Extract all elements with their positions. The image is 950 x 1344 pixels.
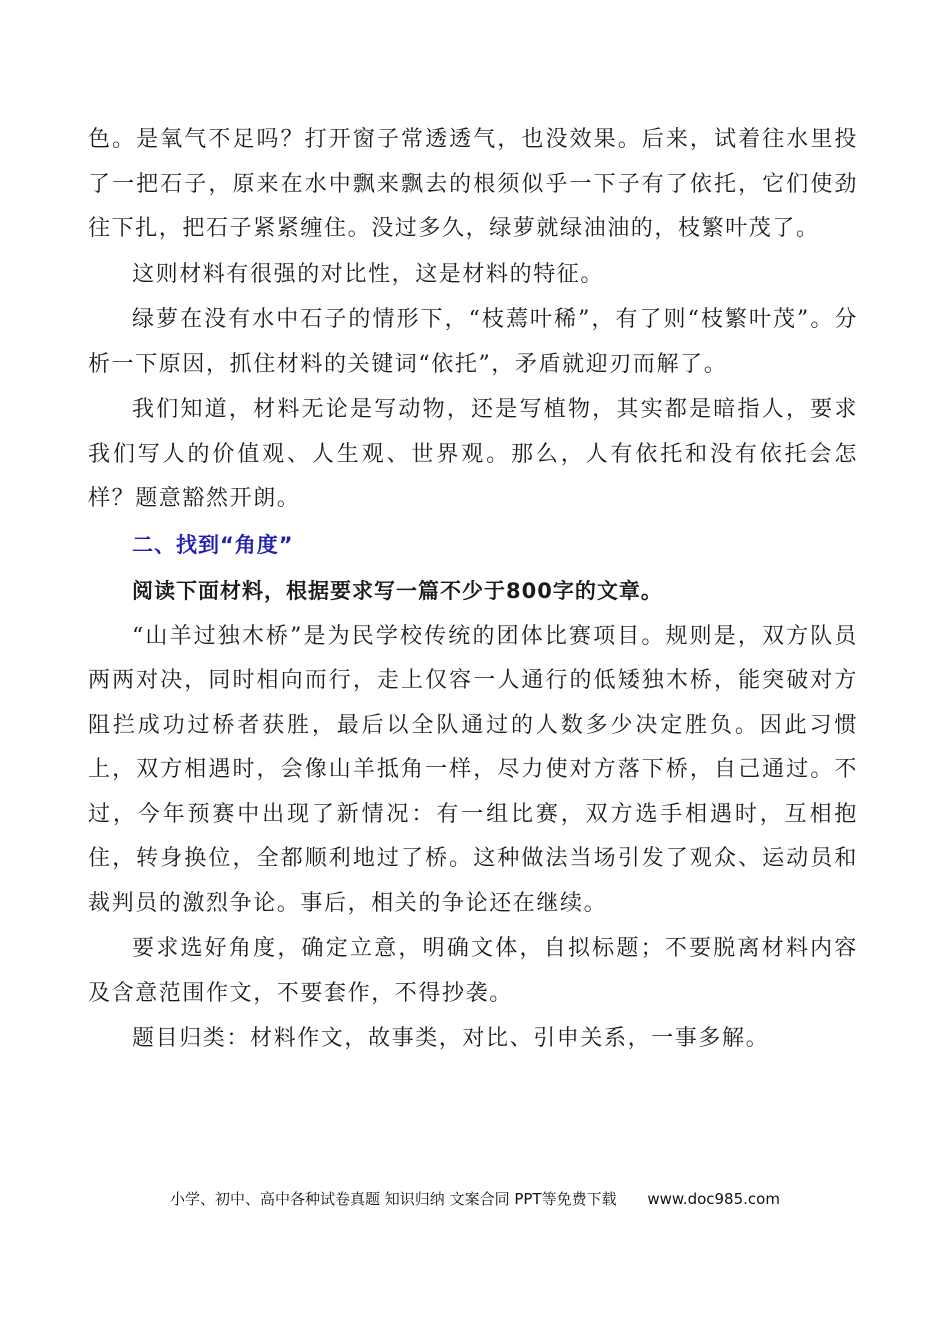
paragraph-material: “山羊过独木桥”是为民学校传统的团体比赛项目。规则是，双方队员两两对决，同时相向而行，走上仅容一人通行的低矮独木桥，能突破对方阻拦成功过桥者获胜，最后以全队通过的人数多少决定胜负。因此习惯上，双方相遇时，会像山羊抵角一样，尽力使对方落下桥，自己通过。不过，今年预赛中出现了新情况：有一组比赛，双方选手相遇时，互相抱住，转身换位，全都顺利地过了桥。这种做法当场引发了观众、运动员和裁判员的激烈争论。事后，相关的争论还在继续。 (88, 623, 858, 916)
document-body (88, 118, 858, 1062)
prompt-heading: 阅读下面材料，根据要求写一篇不少于800字的文章。 (132, 578, 663, 603)
paragraph-continuation: 色。是氧气不足吗？打开窗子常透透气，也没效果。后来，试着往水里投了一把石子，原来在水中飘来飘去的根须似乎一下子有了依托，它们使劲往下扎，把石子紧紧缠住。没过多久，绿萝就绿油油的，枝繁叶茂了。 (88, 127, 858, 241)
page-footer (0, 1188, 950, 1209)
footer-text: 小学、初中、高中各种试卷真题 知识归纳 文案合同 PPT等免费下载 (170, 1190, 617, 1208)
paragraph-analysis: 绿萝在没有水中石子的情形下，“枝蔫叶稀”，有了则“枝繁叶茂”。分析一下原因，抓住材料的关键词“依托”，矛盾就迎刃而解了。 (88, 307, 858, 377)
section-heading: 二、找到“角度” (132, 532, 294, 557)
paragraph-meaning: 我们知道，材料无论是写动物，还是写植物，其实都是暗指人，要求我们写人的价值观、人生观、世界观。那么，人有依托和没有依托会怎样？题意豁然开朗。 (88, 397, 858, 511)
paragraph-contrast: 这则材料有很强的对比性，这是材料的特征。 (132, 261, 605, 287)
paragraph-requirements: 要求选好角度，确定立意，明确文体，自拟标题；不要脱离材料内容及含意范围作文，不要套作，不得抄袭。 (88, 936, 858, 1006)
paragraph-category: 题目归类：材料作文，故事类，对比、引申关系，一事多解。 (132, 1026, 770, 1051)
footer-site-link[interactable]: www.doc985.com (647, 1190, 780, 1208)
